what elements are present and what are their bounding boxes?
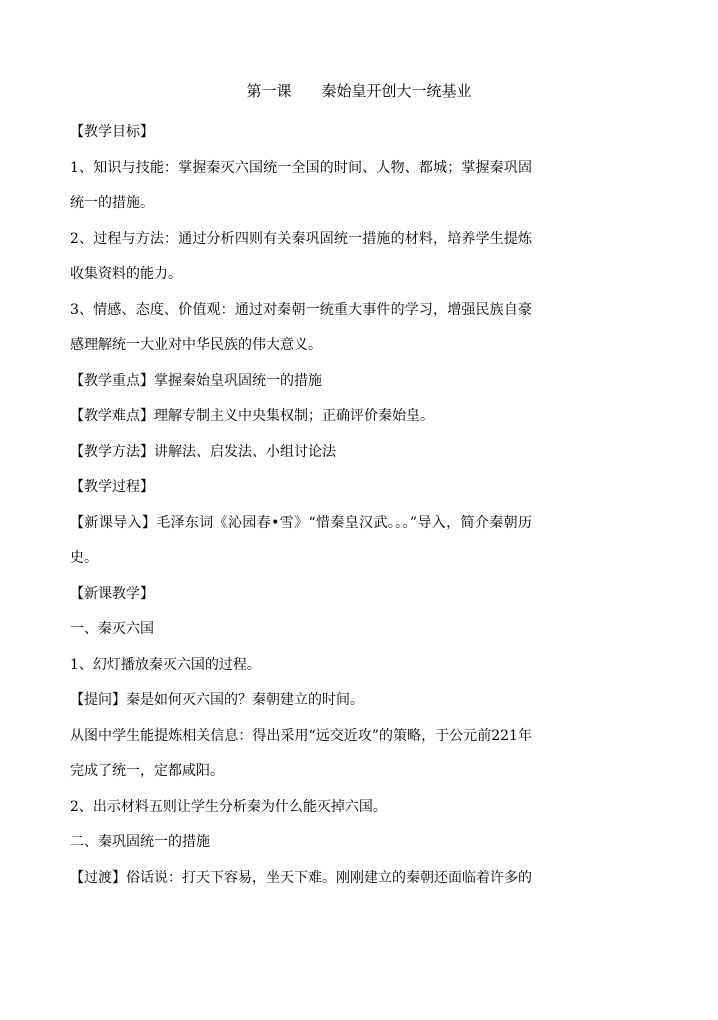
part-one-step-1: 1、幻灯播放秦灭六国的过程。	[70, 656, 261, 673]
part-two-heading: 二、秦巩固统一的措施	[70, 834, 210, 850]
question: 【提问】秦是如何灭六国的？秦朝建立的时间。	[70, 692, 364, 708]
student-findings: 从图中学生能提炼相关信息：得出采用“远交近攻”的策略，于公元前221年完成了统一，定都咸阳。	[70, 727, 532, 779]
part-one-heading: 一、秦灭六国	[70, 621, 154, 637]
objective-values: 3、情感、态度、价值观：通过对秦朝一统重大事件的学习，增强民族自豪感理解统一大业对中华民族的伟大意义。	[70, 301, 532, 353]
lesson-number: 第一课	[246, 82, 292, 100]
document-body	[70, 115, 532, 896]
lesson-title	[0, 80, 718, 102]
transition: 【过渡】俗话说：打天下容易，坐天下难。刚刚建立的秦朝还面临着许多的	[70, 869, 532, 886]
lesson-introduction: 【新课导入】毛泽东词《沁园春•雪》“惜秦皇汉武。。。”导入，简介秦朝历史。	[70, 514, 532, 566]
objective-process: 2、过程与方法：通过分析四则有关秦巩固统一措施的材料，培养学生提炼收集资料的能力。	[70, 230, 532, 282]
key-point: 【教学重点】掌握秦始皇巩固统一的措施	[70, 372, 322, 389]
lesson-name: 秦始皇开创大一统基业	[321, 82, 472, 100]
objective-knowledge: 1、知识与技能：掌握秦灭六国统一全国的时间、人物、都城；掌握秦巩固统一的措施。	[70, 159, 532, 211]
part-one-step-2: 2、出示材料五则让学生分析秦为什么能灭掉六国。	[70, 798, 387, 815]
teaching-methods: 【教学方法】讲解法、启发法、小组讨论法	[70, 443, 336, 460]
section-heading-new-lesson: 【新课教学】	[70, 585, 154, 602]
difficult-point: 【教学难点】理解专制主义中央集权制；正确评价秦始皇。	[70, 408, 434, 424]
section-heading-objectives: 【教学目标】	[70, 124, 154, 140]
section-heading-process: 【教学过程】	[70, 479, 154, 495]
